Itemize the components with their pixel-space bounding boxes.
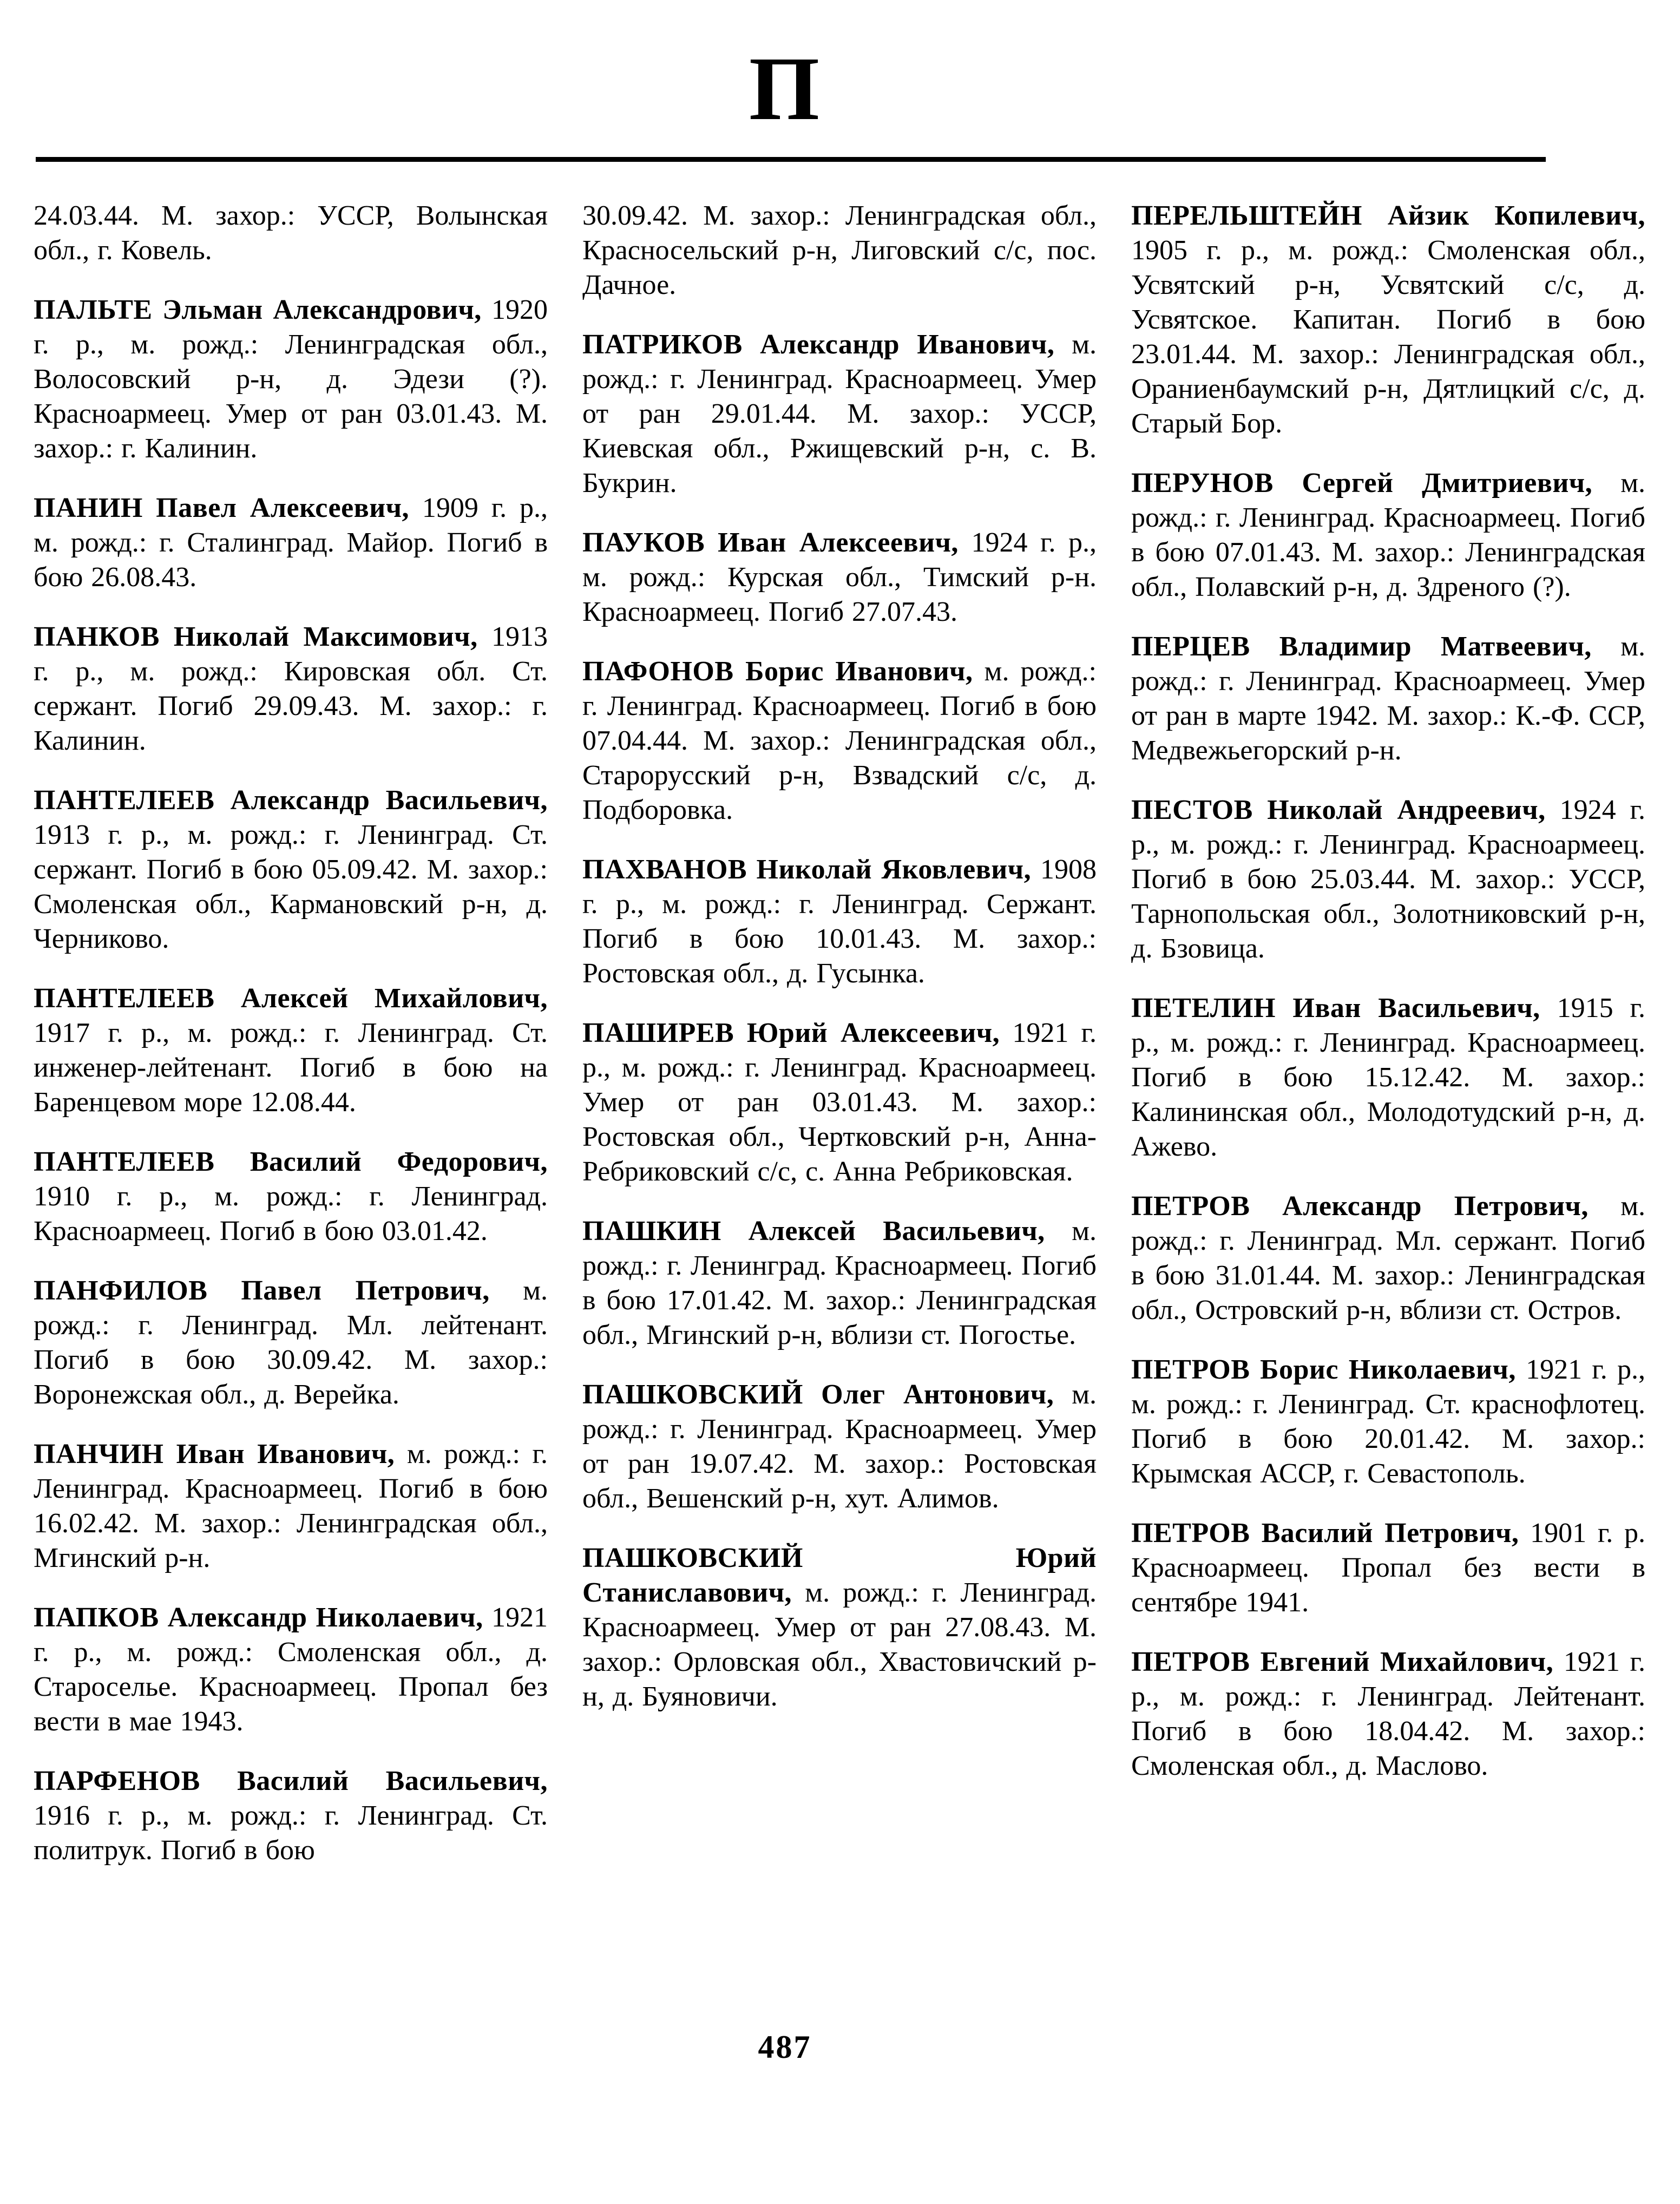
entry-name: ПЕТРОВ Василий Петрович, (1131, 1518, 1519, 1549)
entry-name: ПАРФЕНОВ Василий Васильевич, (34, 1766, 548, 1796)
header-rule (36, 157, 1546, 162)
entry (1131, 1645, 1645, 1783)
entry-name: ПЕТРОВ Евгений Михайлович, (1131, 1647, 1554, 1677)
entry-name: ПАШКОВСКИЙ Олег Антонович, (582, 1379, 1054, 1410)
entry (582, 327, 1097, 501)
entry-name: ПАФОНОВ Борис Иванович, (582, 656, 973, 687)
entry-name: ПАЛЬТЕ Эльман Александрович, (34, 294, 482, 325)
entry-name: ПАТРИКОВ Александр Иванович, (582, 329, 1055, 360)
page-number: 487 (758, 2029, 812, 2065)
entry (1131, 466, 1645, 605)
entry-body: 1913 г. р., м. рожд.: г. Ленинград. Ст. сержант. Погиб в бою 05.09.42. М. захор.: Смоленская обл., Кармановский р-н, д. Черниково. (34, 819, 548, 954)
entry (34, 1274, 548, 1412)
entry-body: 1924 г. р., м. рожд.: г. Ленинград. Красноармеец. Погиб в бою 25.03.44. М. захор.: УССР, Тарнопольская обл., Золотниковский р-н, д. Бзовица. (1131, 795, 1645, 964)
entry-body: 1916 г. р., м. рожд.: г. Ленинград. Ст. политрук. Погиб в бою (34, 1800, 548, 1866)
entry-name: ПЕТЕЛИН Иван Васильевич, (1131, 993, 1540, 1024)
entry-body: м. рожд.: г. Ленинград. Красноармеец. Погиб в бою 07.04.44. М. захор.: Ленинградская обл., Старорусский р-н, Взвадский с/с, д. Подборовка. (582, 656, 1097, 825)
entry-body: 24.03.44. М. захор.: УССР, Волынская обл., г. Ковель. (34, 200, 548, 266)
entry (34, 1437, 548, 1576)
entry-name: ПАНТЕЛЕЕВ Алексей Михайлович, (34, 983, 548, 1014)
text-columns (0, 162, 1680, 1893)
entry-name: ПАНТЕЛЕЕВ Василий Федорович, (34, 1146, 548, 1177)
entry-body: 1913 г. р., м. рожд.: Кировская обл. Ст. сержант. Погиб 29.09.43. М. захор.: г. Калинин. (34, 621, 548, 756)
column (34, 199, 548, 1893)
entry-name: ПАШКОВСКИЙ Юрий Станиславович, (582, 1543, 1097, 1608)
entry-body: м. рожд.: г. Ленинград. Мл. сержант. Погиб в бою 31.01.44. М. захор.: Ленинградская обл., Островский р-н, вблизи ст. Остров. (1131, 1191, 1645, 1326)
entry (34, 1600, 548, 1739)
entry-body: м. рожд.: г. Ленинград. Мл. лейтенант. Погиб в бою 30.09.42. М. захор.: Воронежская обл., д. Верейка. (34, 1275, 548, 1410)
entry-body: 1901 г. р. Красноармеец. Пропал без вести в сентябре 1941. (1131, 1518, 1645, 1618)
entry (582, 1378, 1097, 1516)
entry-body: 30.09.42. М. захор.: Ленинградская обл., Красносельский р-н, Лиговский с/с, пос. Дачное. (582, 200, 1097, 300)
entry (34, 199, 548, 268)
entry-body: 1924 г. р., м. рожд.: Курская обл., Тимский р-н. Красноармеец. Погиб 27.07.43. (582, 527, 1097, 627)
entry-body: 1921 г. р., м. рожд.: Смоленская обл., д. Староселье. Красноармеец. Пропал без вести в мае 1943. (34, 1602, 548, 1737)
column (1131, 199, 1645, 1893)
entry (34, 783, 548, 956)
entry-body: м. рожд.: г. Ленинград. Красноармеец. Погиб в бою 07.01.43. М. захор.: Ленинградская обл., Полавский р-н, д. Здреного (?). (1131, 468, 1645, 602)
entry-name: ПЕРУНОВ Сергей Дмитриевич, (1131, 468, 1593, 498)
entry (34, 1764, 548, 1868)
entry-body: 1920 г. р., м. рожд.: Ленинградская обл., Волосовский р-н, д. Эдези (?). Красноармеец. Умер от ран 03.01.43. М. захор.: г. Калинин. (34, 294, 548, 464)
entry (1131, 629, 1645, 768)
entry (582, 852, 1097, 991)
entry-body: м. рожд.: г. Ленинград. Красноармеец. Умер от ран 27.08.43. М. захор.: Орловская обл., Хвастовичский р-н, д. Буяновичи. (582, 1577, 1097, 1712)
entry (582, 526, 1097, 629)
entry-body: 1921 г. р., м. рожд.: г. Ленинград. Красноармеец. Умер от ран 03.01.43. М. захор.: Ростовская обл., Чертковский р-н, Анна-Ребриковский с/с, с. Анна Ребриковская. (582, 1018, 1097, 1187)
entry-body: 1910 г. р., м. рожд.: г. Ленинград. Красноармеец. Погиб в бою 03.01.42. (34, 1181, 548, 1247)
entry (34, 981, 548, 1120)
entry (1131, 1353, 1645, 1491)
entry-name: ПАНКОВ Николай Максимович, (34, 621, 478, 652)
entry-name: ПЕТРОВ Борис Николаевич, (1131, 1354, 1516, 1385)
page-header (0, 0, 1570, 139)
entry (34, 620, 548, 758)
entry-body: 1908 г. р., м. рожд.: г. Ленинград. Сержант. Погиб в бою 10.01.43. М. захор.: Ростовская обл., д. Гусынка. (582, 854, 1097, 989)
entry-body: 1921 г. р., м. рожд.: г. Ленинград. Лейтенант. Погиб в бою 18.04.42. М. захор.: Смоленская обл., д. Маслово. (1131, 1647, 1646, 1781)
entry-body: 1905 г. р., м. рожд.: Смоленская обл., Усвятский р-н, Усвятский с/с, д. Усвятское. Капитан. Погиб в бою 23.01.44. М. захор.: Ленинградская обл., Ораниенбаумский р-н, Дятлицкий с/с, д. Старый Бор. (1131, 235, 1645, 439)
entry (582, 1541, 1097, 1714)
entry-name: ПЕРЕЛЬШТЕЙН Айзик Копилевич, (1131, 200, 1645, 231)
entry-body: 1909 г. р., м. рожд.: г. Сталинград. Майор. Погиб в бою 26.08.43. (34, 493, 548, 593)
section-letter: П (749, 38, 821, 139)
entry (1131, 1189, 1645, 1328)
entry (1131, 991, 1645, 1164)
entry (1131, 199, 1645, 441)
entry-name: ПАНТЕЛЕЕВ Александр Васильевич, (34, 785, 548, 816)
entry-body: 1921 г. р., м. рожд.: г. Ленинград. Ст. краснофлотец. Погиб в бою 20.01.42. М. захор.: Крымская АССР, г. Севастополь. (1131, 1354, 1645, 1489)
entry-name: ПЕТРОВ Александр Петрович, (1131, 1191, 1589, 1222)
entry-body: м. рожд.: г. Ленинград. Красноармеец. Умер от ран в марте 1942. М. захор.: К.-Ф. ССР, Медвежьегорский р-н. (1131, 631, 1645, 766)
entry-name: ПАШКИН Алексей Васильевич, (582, 1216, 1045, 1247)
entry (34, 293, 548, 466)
entry-name: ПАНЧИН Иван Иванович, (34, 1439, 395, 1470)
entry (582, 654, 1097, 828)
entry-body: м. рожд.: г. Ленинград. Красноармеец. Погиб в бою 16.02.42. М. захор.: Ленинградская обл., Мгинский р-н. (34, 1439, 548, 1573)
entry (582, 1016, 1097, 1189)
entry-name: ПАШИРЕВ Юрий Алексеевич, (582, 1018, 1000, 1048)
entry (34, 491, 548, 595)
column (582, 199, 1097, 1893)
entry (582, 199, 1097, 303)
entry-body: м. рожд.: г. Ленинград. Красноармеец. Погиб в бою 17.01.42. М. захор.: Ленинградская обл., Мгинский р-н, вблизи ст. Погостье. (582, 1216, 1097, 1350)
entry-body: м. рожд.: г. Ленинград. Красноармеец. Умер от ран 19.07.42. М. захор.: Ростовская обл., Вешенский р-н, хут. Алимов. (582, 1379, 1097, 1514)
entry (582, 1214, 1097, 1353)
entry-name: ПАНИН Павел Алексеевич, (34, 493, 410, 523)
entry-body: 1915 г. р., м. рожд.: г. Ленинград. Красноармеец. Погиб в бою 15.12.42. М. захор.: Калининская обл., Молодотудский р-н, д. Ажево. (1131, 993, 1645, 1162)
entry-name: ПЕРЦЕВ Владимир Матвеевич, (1131, 631, 1592, 662)
entry-name: ПАУКОВ Иван Алексеевич, (582, 527, 959, 558)
entry-name: ПАНФИЛОВ Павел Петрович, (34, 1275, 490, 1306)
entry-name: ПАХВАНОВ Николай Яковлевич, (582, 854, 1032, 885)
entry (34, 1145, 548, 1249)
entry-name: ПЕСТОВ Николай Андреевич, (1131, 795, 1546, 825)
page-footer (0, 2029, 1570, 2066)
entry-body: 1917 г. р., м. рожд.: г. Ленинград. Ст. инженер-лейтенант. Погиб в бою на Баренцевом море 12.08.44. (34, 1018, 548, 1118)
entry-body: м. рожд.: г. Ленинград. Красноармеец. Умер от ран 29.01.44. М. захор.: УССР, Киевская обл., Ржищевский р-н, с. В. Букрин. (582, 329, 1097, 498)
entry (1131, 1516, 1645, 1620)
entry (1131, 793, 1645, 966)
entry-name: ПАПКОВ Александр Николаевич, (34, 1602, 483, 1633)
